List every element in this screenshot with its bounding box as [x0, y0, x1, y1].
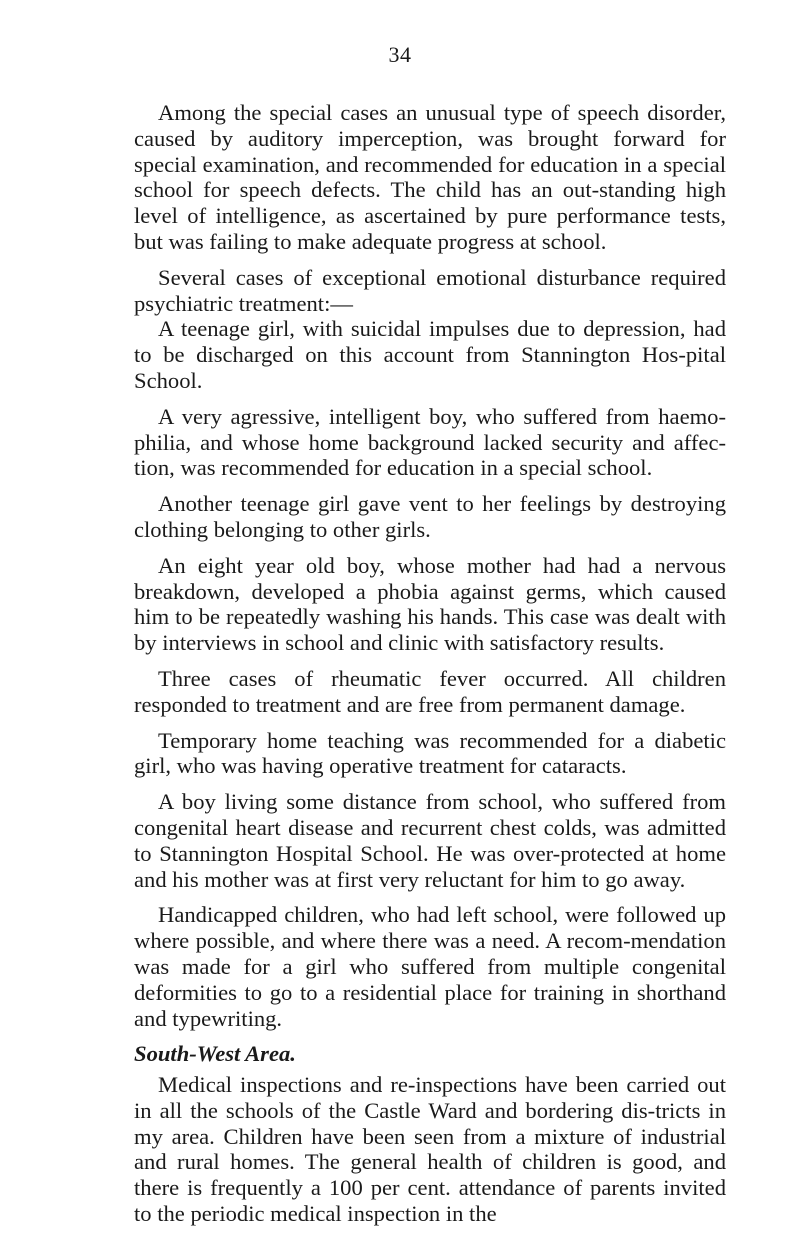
- page-number: 34: [388, 42, 412, 67]
- paragraph-emotional-disturbance: Several cases of exceptional emotional disturbance required psychiatric treatment:—: [134, 264, 726, 316]
- paragraph-speech-disorder: Among the special cases an unusual type of speech disorder, caused by auditory imperception, was brought forward for special examination, and recommended for education in a special school for speech defects. The child has an out-standing high level of intelligence, as ascertained by pure performance tests, but was failing to make adequate progress at school.: [134, 100, 726, 254]
- paragraph-teenage-girl-suicidal: A teenage girl, with suicidal impulses due to depression, had to be discharged on this account from Stannington Hos-pital School.: [134, 316, 726, 393]
- body-text: [134, 100, 726, 1227]
- paragraph-teenage-girl-clothing: Another teenage girl gave vent to her feelings by destroying clothing belonging to other girls.: [134, 491, 726, 542]
- paragraph-home-teaching: Temporary home teaching was recommended for a diabetic girl, who was having operative treatment for cataracts.: [134, 727, 726, 779]
- section-heading-south-west: South-West Area.: [134, 1041, 296, 1067]
- paragraph-medical-inspections: Medical inspections and re-inspections have been carried out in all the schools of the Castle Ward and bordering dis-tricts in my area. Children have been seen from a mixture of industrial and rural homes. The general health of children is good, and there is frequently a 100 per cent. attendance of parents invited to the periodic medical inspection in the: [134, 1072, 726, 1227]
- paragraph-heart-disease-boy: A boy living some distance from school, who suffered from congenital heart disease and recurrent chest colds, was admitted to Stannington Hospital School. He was over-protected at home and his mother was at first very reluctant for him to go away.: [134, 789, 726, 892]
- paragraph-handicapped-children: Handicapped children, who had left school, were followed up where possible, and where there was a need. A recom-mendation was made for a girl who suffered from multiple congenital deformities to go to a residential place for training in shorthand and typewriting.: [134, 902, 726, 1031]
- paragraph-eight-year-old-boy: An eight year old boy, whose mother had had a nervous breakdown, developed a phobia against germs, which caused him to be repeatedly washing his hands. This case was dealt with by interviews in school and clinic with satisfactory results.: [134, 552, 726, 656]
- paragraph-agressive-boy: A very agressive, intelligent boy, who suffered from haemo-philia, and whose home background lacked security and affec-tion, was recommended for education in a special school.: [134, 403, 726, 481]
- paragraph-rheumatic-fever: Three cases of rheumatic fever occurred. All children responded to treatment and are free from permanent damage.: [134, 665, 726, 717]
